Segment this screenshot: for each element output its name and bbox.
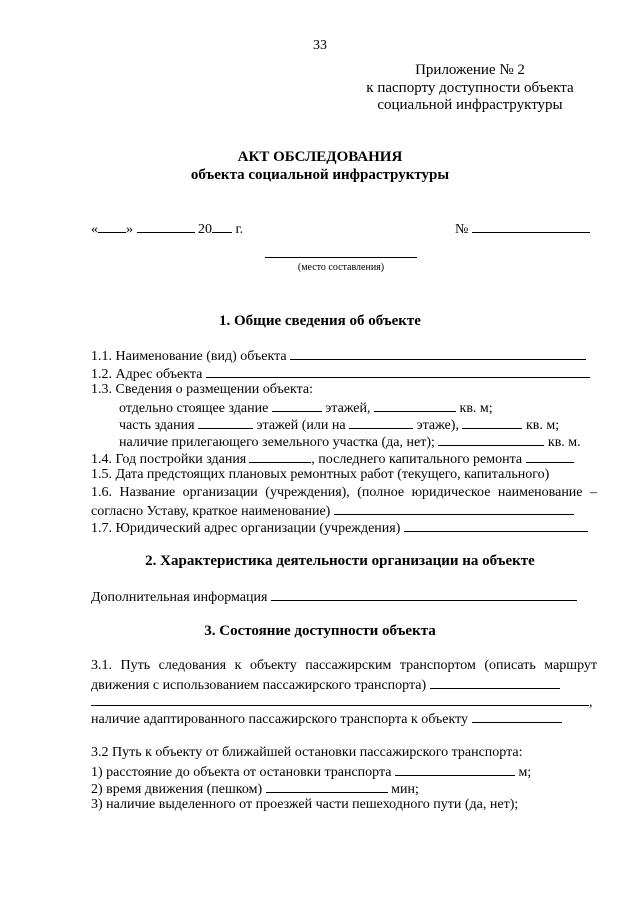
- year-built-label: 1.4. Год постройки здания: [91, 452, 247, 467]
- overhaul-label: , последнего капитального ремонта: [311, 452, 523, 467]
- route-continuation-blank[interactable]: [91, 692, 589, 706]
- land-label: наличие прилегающего земельного участка (да, нет);: [119, 435, 435, 450]
- appendix-line-1: Приложение № 2: [415, 62, 525, 78]
- item-1-6-line-1: 1.6. Название организации (учреждения), (полное юридическое наименование –: [91, 485, 597, 500]
- route-blank[interactable]: [430, 675, 560, 689]
- section-1-heading: 1. Общие сведения об объекте: [219, 313, 421, 329]
- document-title: АКТ ОБСЛЕДОВАНИЯ: [237, 149, 403, 165]
- page-number: 33: [313, 38, 327, 53]
- org-name-blank-a[interactable]: [334, 501, 366, 515]
- detached-area-blank[interactable]: [374, 398, 456, 412]
- detached-floors-label: этажей,: [325, 401, 371, 416]
- route-comma: ,: [589, 695, 593, 710]
- distance-blank[interactable]: [395, 762, 515, 776]
- item-3-1-line-1: 3.1. Путь следования к объекту пассажирским транспортом (описать маршрут: [91, 658, 597, 673]
- part-label: часть здания: [119, 418, 195, 433]
- item-1-2-label: 1.2. Адрес объекта: [91, 367, 203, 382]
- overhaul-year-blank[interactable]: [526, 449, 574, 463]
- year-prefix: 20: [198, 222, 212, 237]
- part-floor-blank[interactable]: [349, 415, 413, 429]
- object-name-blank-b[interactable]: [376, 346, 586, 360]
- number-sign: №: [455, 222, 469, 237]
- part-floors-blank[interactable]: [198, 415, 253, 429]
- distance-unit: м;: [518, 765, 532, 780]
- part-floor-label: этаже),: [416, 418, 459, 433]
- item-1-7: [91, 518, 588, 537]
- section-2-heading: 2. Характеристика деятельности организации на объекте: [145, 553, 535, 569]
- year-suffix: г.: [235, 222, 244, 237]
- org-name-label: согласно Уставу, краткое наименование): [91, 504, 331, 519]
- legal-address-blank[interactable]: [404, 518, 588, 532]
- land-area-unit: кв. м.: [547, 435, 581, 450]
- sidewalk-row: 3) наличие выделенного от проезжей части пешеходного пути (да, нет);: [91, 797, 519, 812]
- additional-info-blank-a[interactable]: [271, 587, 381, 601]
- date-quote-open: «: [91, 222, 98, 237]
- walk-time-unit: мин;: [391, 782, 419, 797]
- walk-time-label: 2) время движения (пешком): [91, 782, 263, 797]
- place-caption: (место составления): [297, 262, 385, 273]
- item-1-1-label: 1.1. Наименование (вид) объекта: [91, 349, 287, 364]
- month-blank[interactable]: [137, 219, 195, 233]
- detached-floors-blank[interactable]: [272, 398, 322, 412]
- day-blank[interactable]: [98, 219, 126, 233]
- document-subtitle: объекта социальной инфраструктуры: [190, 167, 450, 183]
- distance-label: 1) расстояние до объекта от остановки транспорта: [91, 765, 392, 780]
- item-1-1: [91, 346, 586, 365]
- part-area-blank[interactable]: [462, 415, 522, 429]
- date-row: [91, 219, 243, 238]
- section-3-heading: 3. Состояние доступности объекта: [204, 623, 436, 639]
- route-label: движения с использованием пассажирского транспорта): [91, 678, 427, 693]
- year-blank[interactable]: [212, 219, 232, 233]
- item-1-5: 1.5. Дата предстоящих плановых ремонтных работ (текущего, капитального): [91, 467, 550, 482]
- walk-time-blank[interactable]: [266, 779, 388, 793]
- object-name-blank-a[interactable]: [290, 346, 376, 360]
- part-floors-label: этажей (или на: [256, 418, 346, 433]
- act-number-row: [455, 219, 590, 238]
- legal-address-label: 1.7. Юридический адрес организации (учреждения): [91, 521, 401, 536]
- date-quote-close: »: [126, 222, 133, 237]
- item-3-2: 3.2 Путь к объекту от ближайшей остановки пассажирского транспорта:: [91, 745, 523, 760]
- appendix-line-3: социальной инфраструктуры: [377, 97, 563, 113]
- additional-info-label: Дополнительная информация: [91, 590, 268, 605]
- place-blank[interactable]: [265, 257, 417, 258]
- act-number-blank[interactable]: [472, 219, 590, 233]
- adapted-transport-label: наличие адаптированного пассажирского транспорта к объекту: [91, 712, 469, 727]
- part-area-unit: кв. м;: [525, 418, 560, 433]
- adapted-transport-blank[interactable]: [472, 709, 562, 723]
- year-built-blank[interactable]: [249, 449, 311, 463]
- address-blank-a[interactable]: [206, 364, 380, 378]
- additional-info-blank-b[interactable]: [381, 587, 577, 601]
- detached-area-unit: кв. м;: [459, 401, 493, 416]
- adapted-transport-row: [91, 709, 562, 728]
- detached-label: отдельно стоящее здание: [119, 401, 269, 416]
- org-name-blank-b[interactable]: [366, 501, 574, 515]
- appendix-line-2: к паспорту доступности объекта: [366, 80, 574, 96]
- additional-info-row: [91, 587, 577, 606]
- address-blank-b[interactable]: [380, 364, 590, 378]
- land-area-blank[interactable]: [438, 432, 544, 446]
- item-1-3: 1.3. Сведения о размещении объекта:: [91, 382, 313, 397]
